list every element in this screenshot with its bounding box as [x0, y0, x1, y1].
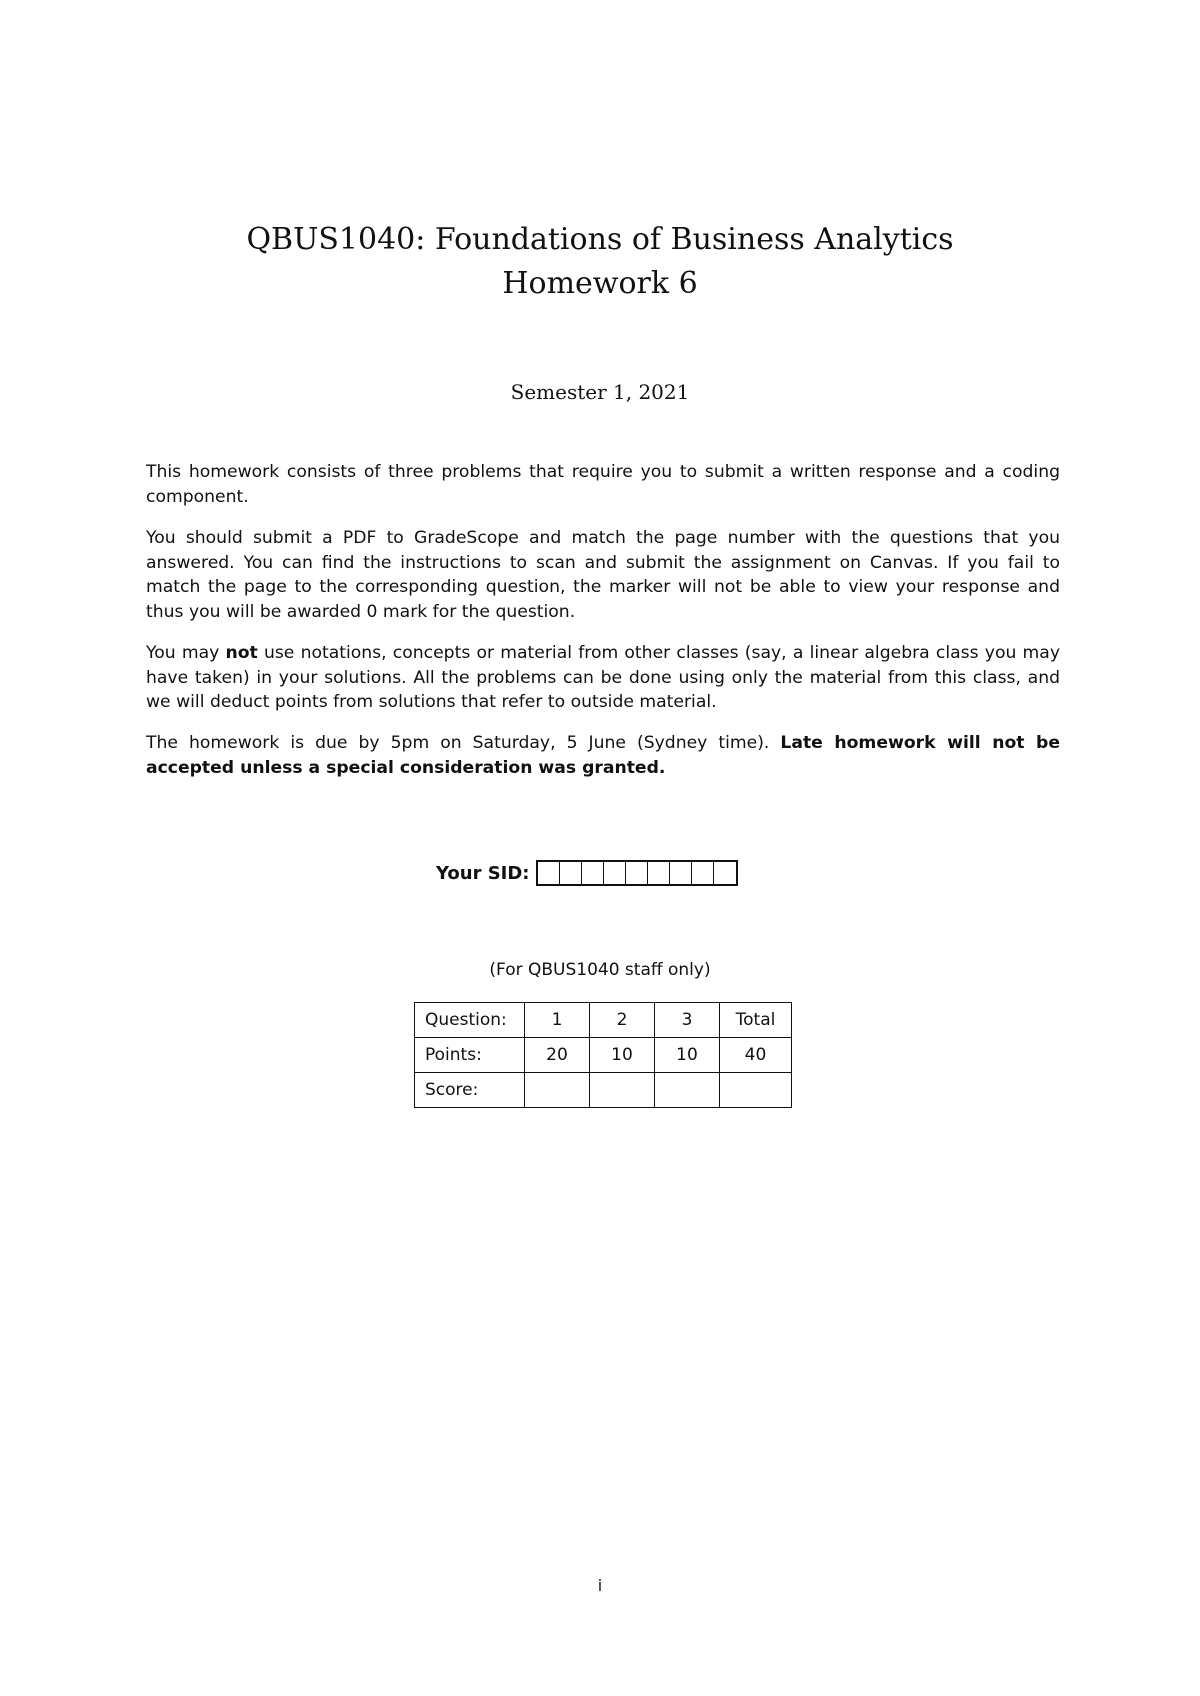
- grade-table: [414, 1002, 792, 1108]
- sid-digit-box[interactable]: [560, 862, 582, 884]
- page-number: i: [597, 1576, 603, 1595]
- sid-label: Your SID:: [436, 862, 530, 884]
- course-title: QBUS1040: Foundations of Business Analytics: [246, 222, 954, 257]
- materials-paragraph: [146, 641, 1060, 715]
- table-row: [415, 1073, 792, 1108]
- sid-row: [436, 860, 738, 886]
- sid-digit-box[interactable]: [670, 862, 692, 884]
- materials-text-start: You may: [146, 643, 226, 663]
- score-cell[interactable]: [525, 1073, 590, 1108]
- table-row: [415, 1003, 792, 1038]
- table-cell: 20: [525, 1038, 590, 1073]
- row-header: Score:: [415, 1073, 525, 1108]
- sid-digit-box[interactable]: [538, 862, 560, 884]
- row-header: Points:: [415, 1038, 525, 1073]
- due-date-paragraph: [146, 731, 1060, 780]
- score-cell[interactable]: [720, 1073, 792, 1108]
- sid-digit-box[interactable]: [582, 862, 604, 884]
- sid-digit-box[interactable]: [648, 862, 670, 884]
- score-cell[interactable]: [655, 1073, 720, 1108]
- table-cell: 3: [655, 1003, 720, 1038]
- sid-digit-box[interactable]: [714, 862, 736, 884]
- sid-digit-box[interactable]: [692, 862, 714, 884]
- table-cell: 40: [720, 1038, 792, 1073]
- table-cell: 1: [525, 1003, 590, 1038]
- homework-title: Homework 6: [502, 266, 698, 301]
- materials-text-end: use notations, concepts or material from other classes (say, a linear algebra class you may have taken) in your solutions. All the problems can be done using only the material from this class, and we will deduct points from solutions that refer to outside material.: [146, 643, 1061, 712]
- title-block: [0, 218, 1200, 306]
- sid-digit-box[interactable]: [604, 862, 626, 884]
- table-cell: 2: [590, 1003, 655, 1038]
- late-policy-text: Late homework will not be accepted unless a special consideration was granted.: [146, 733, 1060, 778]
- table-cell: 10: [590, 1038, 655, 1073]
- sid-digit-box[interactable]: [626, 862, 648, 884]
- table-row: [415, 1038, 792, 1073]
- due-date-text: The homework is due by 5pm on Saturday, 5 June (Sydney time).: [146, 733, 781, 753]
- staff-note: (For QBUS1040 staff only): [489, 960, 711, 980]
- row-header: Question:: [415, 1003, 525, 1038]
- semester-label: Semester 1, 2021: [510, 380, 690, 404]
- sid-input-boxes[interactable]: [536, 860, 738, 886]
- score-cell[interactable]: [590, 1073, 655, 1108]
- table-cell: 10: [655, 1038, 720, 1073]
- materials-emphasis: not: [225, 643, 258, 663]
- submission-paragraph: You should submit a PDF to GradeScope and match the page number with the questions that you answered. You can find the instructions to scan and submit the assignment on Canvas. If you fail to match the page to the corresponding question, the marker will not be able to view your response and thus you will be awarded 0 mark for the question.: [146, 528, 1060, 622]
- table-cell: Total: [720, 1003, 792, 1038]
- intro-paragraph: This homework consists of three problems that require you to submit a written response and a coding component.: [146, 462, 1060, 507]
